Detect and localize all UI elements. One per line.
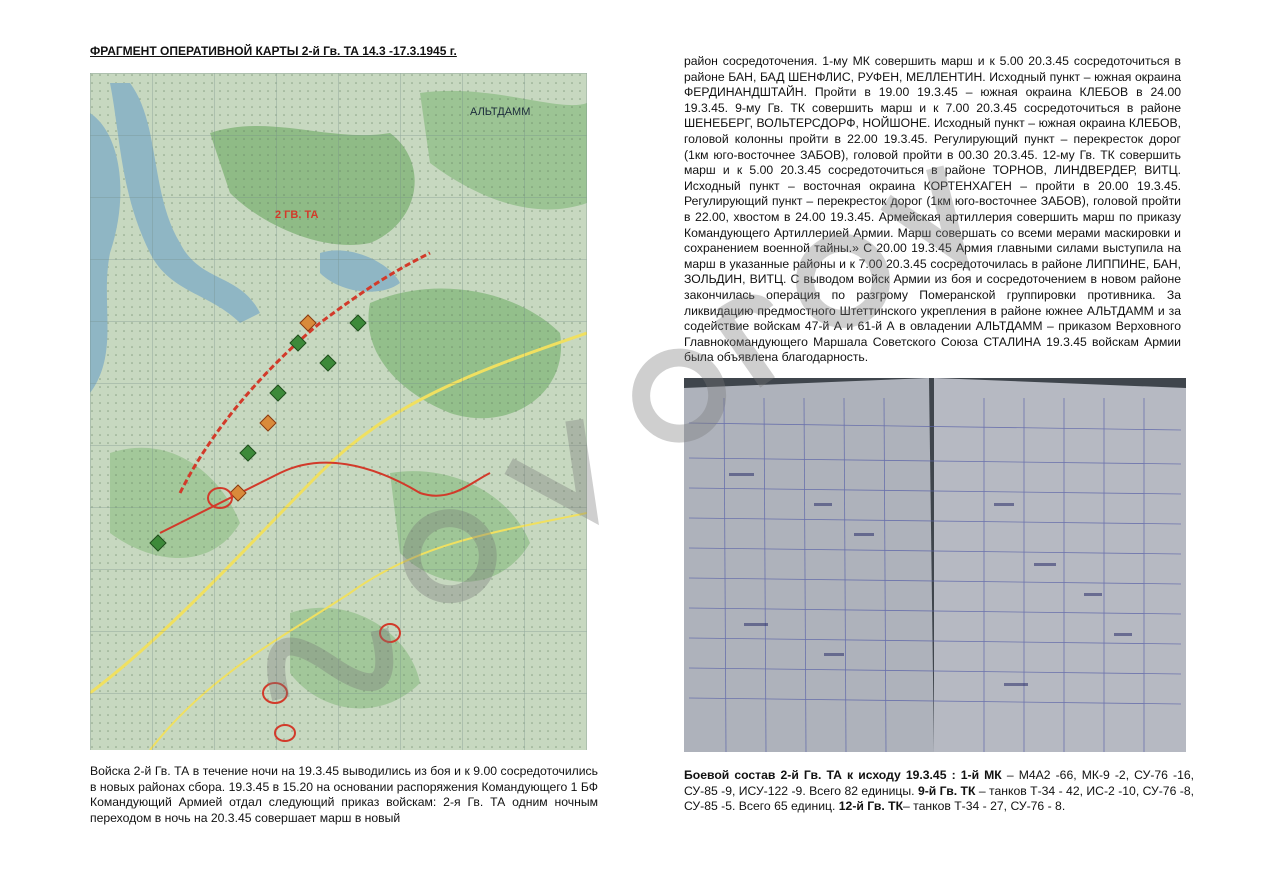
caption-unit-12tk: 12-й Гв. ТК bbox=[838, 799, 904, 814]
caption-text-12tk: – танков Т-34 - 27, СУ-76 - 8. bbox=[903, 799, 1066, 814]
caption-text-9tk: – танков Т-34 - 42, ИС-2 -10, СУ-76 -8, СУ-85 -5. Всего 65 единиц. bbox=[684, 783, 1194, 814]
document-drawing bbox=[684, 378, 1186, 752]
map-label-altdamm: АЛЬТДАММ bbox=[470, 106, 531, 118]
map-drawing bbox=[90, 73, 587, 750]
map-label-army: 2 ГВ. ТА bbox=[275, 209, 319, 221]
caption-title: Боевой состав 2-й Гв. ТА к исходу 19.3.45 : bbox=[684, 768, 956, 782]
caption-unit-1mk: 1-й МК bbox=[960, 768, 1002, 782]
left-paragraph: Войска 2-й Гв. ТА в течение ночи на 19.3.45 выводились из боя и к 9.00 сосредоточились в новых районах сбора. 19.3.45 в 15.20 на основании распоряжения Командующего 1 БФ Командующий Армией отдал следующий приказ войскам: 2-я Гв. ТА одним ночным переходом в ночь на 20.3.45 совершает марш в новый bbox=[90, 764, 598, 825]
page-title: ФРАГМЕНТ ОПЕРАТИВНОЙ КАРТЫ 2-й Гв. ТА 14.3 -17.3.1945 г. bbox=[90, 44, 457, 58]
caption-text-1mk: – М4А2 -66, МК-9 -2, СУ-76 -16, СУ-85 -9, ИСУ-122 -9. Всего 82 единицы. bbox=[684, 768, 1195, 798]
archive-document-photo bbox=[684, 378, 1186, 752]
caption-unit-9tk: 9-й Гв. ТК bbox=[917, 783, 976, 798]
right-paragraph: район сосредоточения. 1-му МК совершить марш и к 5.00 20.3.45 сосредоточиться в районе БАН, БАД ШЕНФЛИС, РУФЕН, МЕЛЛЕНТИН. Исходный пункт – южная окраина ФЕРДИНАНДШТАЙН. Пройти в 19.00 19.3.45 – южная окраина КЛЕБОВ в 24.00 19.3.45. 9-му Гв. ТК совершить марш и к 7.00 20.3.45 сосредоточиться в районе ШЕНЕБЕРГ, ВОЛЬТЕРСДОРФ, НОЙШОНЕ. Исходный пункт – южная окраина КЛЕБОВ, головой колонны пройти в 22.00 19.3.45. Регулирующий пункт – перекресток дорог (1км юго-восточнее ЗАБОВ), головой пройти в 00.30 20.3.45. 12-му Гв. ТК совершить марш и к 5.00 20.3.45 сосредоточиться в районе ТОРНОВ, ЛИНДВЕРДЕР, ВИТЦ. Исходный пункт – восточная окраина КОРТЕНХАГЕН – пройти в 20.00 19.3.45. Регулирующий пункт – перекресток дорог (1км юго-восточнее ЗАБОВ), головой пройти в 22.00, хвостом в 24.00 19.3.45. Армейская артиллерия совершить марш по приказу Командующего Артиллерией Армии. Марш совершать со всеми мерами маскировки и сохранением военной тайны.» С 20.00 19.3.45 Армия главными силами выступила на марш в указанные районы и к 7.00 20.3.45 сосредоточилась в районе ЛИППИНЕ, БАН, ЗОЛЬДИН, ВИТЦ. С выводом войск Армии из боя и сосредоточением в новом районе закончилась операция по разгрому Померанской группировки противника. За ликвидацию предмостного Штеттинского укрепления в районе южнее АЛЬТДАММ и за содействие войскам 47-й А и 61-й А в овладении АЛЬТДАММ – приказом Верховного Главнокомандующего Маршала Советского Союза СТАЛИНА 19.3.45 войскам Армии была объявлена благодарность. bbox=[684, 54, 1181, 365]
combat-strength-caption bbox=[684, 768, 1194, 815]
operational-map-image bbox=[90, 73, 587, 750]
